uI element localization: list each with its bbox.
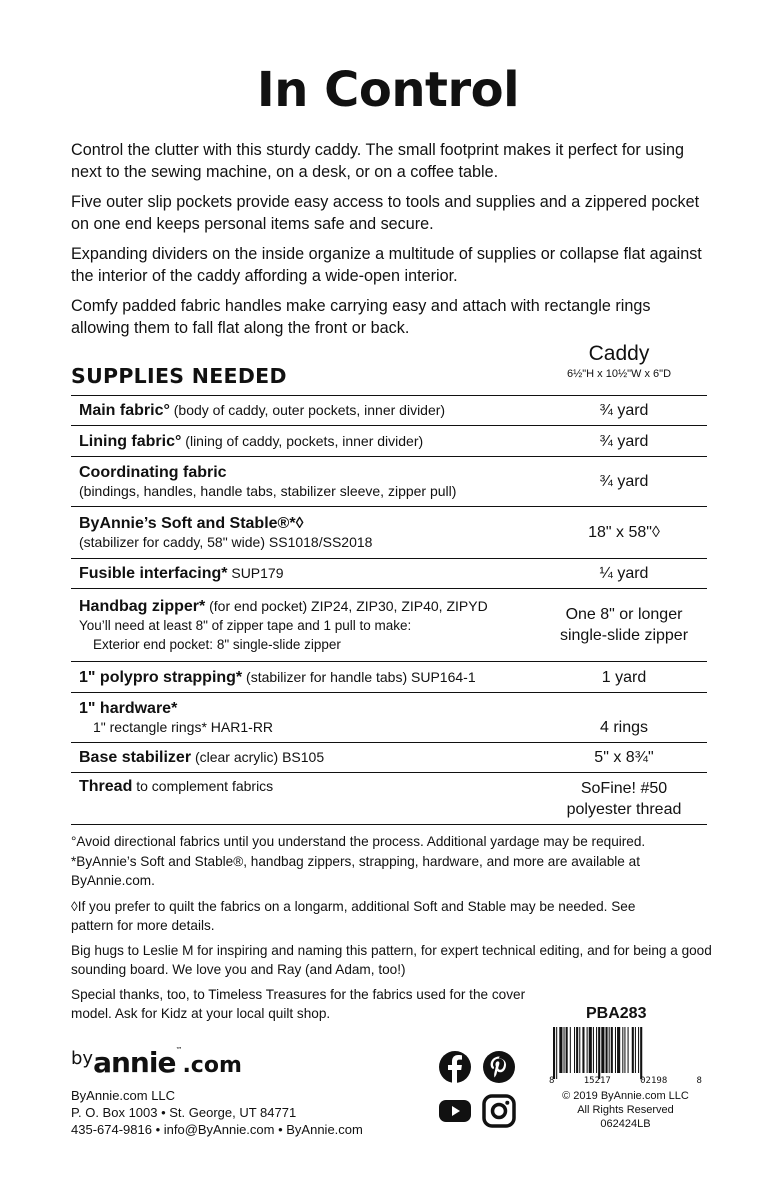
instagram-icon[interactable] — [482, 1094, 516, 1128]
barcode-bar — [596, 1027, 597, 1073]
supply-name: 1" polypro strapping* — [79, 668, 243, 686]
supply-item — [71, 559, 541, 589]
table-row — [71, 559, 707, 589]
supply-item — [71, 396, 541, 426]
supply-name: Handbag zipper* — [79, 597, 206, 615]
supply-name: ByAnnie’s Soft and Stable®*◊ — [79, 514, 304, 532]
barcode-bar — [609, 1027, 610, 1073]
supplies-table — [71, 395, 707, 825]
pattern-sku: PBA283 — [586, 1005, 647, 1022]
barcode-bar — [553, 1027, 555, 1079]
supply-amount: 1 yard — [541, 662, 707, 693]
intro-text — [71, 139, 711, 347]
barcode-bar — [632, 1027, 634, 1073]
table-row — [71, 396, 707, 426]
barcode-bar — [593, 1027, 594, 1073]
barcode-bar — [582, 1027, 584, 1073]
logo-by: by — [71, 1048, 94, 1069]
supply-item — [71, 743, 541, 773]
logo-com: .com — [182, 1053, 242, 1078]
barcode-bar — [635, 1027, 636, 1073]
intro-paragraph: Expanding dividers on the inside organize a multitude of supplies or collapse flat against the interior of the caddy affording a wide-open interior. — [71, 245, 702, 285]
barcode-bar — [624, 1027, 625, 1073]
supplies-heading: SUPPLIES NEEDED — [71, 364, 287, 388]
supply-note: You’ll need at least 8" of zipper tape and 1 pull to make: — [79, 617, 412, 633]
copyright-block — [549, 1089, 702, 1131]
supply-name: Lining fabric° — [79, 432, 182, 450]
barcode-bar — [606, 1027, 608, 1073]
amount-line: polyester thread — [566, 800, 682, 818]
supply-item — [71, 507, 541, 559]
amount-line: One 8" or longer — [565, 606, 683, 623]
footnote: °Avoid directional fabrics until you understand the process. Additional yardage may be required. — [71, 834, 646, 849]
supply-note: Exterior end pocket: 8" single-slide zipper — [93, 636, 341, 652]
supply-detail: SUP179 — [227, 565, 284, 581]
barcode-digit: 8 — [696, 1076, 702, 1086]
barcode-bar — [601, 1027, 604, 1073]
supply-name: Thread — [79, 778, 133, 795]
supply-amount — [541, 589, 707, 662]
address-line: 435-674-9816 • info@ByAnnie.com • ByAnnie.com — [71, 1122, 363, 1137]
caddy-dimensions: 6½"H x 10½"W x 6"D — [566, 368, 672, 380]
barcode-bar — [556, 1027, 557, 1079]
supply-detail: (stabilizer for caddy, 58" wide) SS1018/SS2018 — [79, 533, 373, 550]
page-title: In Control — [256, 62, 520, 118]
supply-name: 1" hardware* — [79, 699, 178, 717]
supply-detail: to complement fabrics — [132, 778, 274, 794]
pinterest-icon[interactable] — [482, 1050, 516, 1084]
barcode-digit: 8 — [549, 1076, 555, 1086]
supply-amount: ¾ yard — [541, 396, 707, 426]
amount-line: SoFine! #50 — [580, 779, 668, 797]
barcode-bar — [628, 1027, 629, 1073]
copyright-line: 062424LB — [600, 1118, 651, 1130]
barcode-bar — [615, 1027, 616, 1073]
supply-amount: ¾ yard — [541, 457, 707, 507]
copyright-line: © 2019 ByAnnie.com LLC — [562, 1090, 689, 1102]
supply-amount: 18" x 58"◊ — [541, 507, 707, 559]
footnote: Big hugs to Leslie M for inspiring and naming this pattern, for expert technical editing, and for being a good sounding board. We love you and Ray (and Adam, too!) — [71, 942, 712, 977]
copyright-line: All Rights Reserved — [577, 1104, 674, 1116]
table-row — [71, 743, 707, 773]
logo-tm: ™ — [175, 1046, 183, 1054]
table-row — [71, 662, 707, 693]
intro-paragraph: Five outer slip pockets provide easy access to tools and supplies and a zippered pocket on one end keeps personal items safe and secure. — [71, 193, 700, 233]
company-address — [71, 1087, 363, 1138]
barcode-bar — [617, 1027, 620, 1073]
supply-detail: (bindings, handles, handle tabs, stabilizer sleeve, zipper pull) — [79, 482, 457, 499]
barcode-bar — [570, 1027, 571, 1073]
logo-annie: annie — [93, 1046, 176, 1079]
supply-name: Main fabric° — [79, 402, 170, 419]
supply-item — [71, 662, 541, 693]
supply-detail: (body of caddy, outer pockets, inner divider) — [169, 402, 446, 418]
intro-paragraph: Comfy padded fabric handles make carrying easy and attach with rectangle rings allowing them to fall flat along the front or back. — [71, 297, 651, 337]
table-row — [71, 457, 707, 507]
supply-amount: 5" x 8¾" — [541, 743, 707, 773]
supply-amount: 4 rings — [541, 693, 707, 743]
barcode-bar — [579, 1027, 580, 1073]
barcode-bar — [622, 1027, 623, 1073]
address-line: ByAnnie.com LLC — [71, 1088, 176, 1103]
table-row — [71, 773, 707, 825]
facebook-icon[interactable] — [438, 1050, 472, 1084]
table-row — [71, 589, 707, 662]
footnote: ◊If you prefer to quilt the fabrics on a longarm, additional Soft and Stable may be needed. See pattern for more details. — [71, 898, 636, 933]
barcode-bar — [640, 1027, 642, 1079]
supply-name: Coordinating fabric — [79, 463, 227, 481]
barcode-digits — [549, 1076, 702, 1086]
barcode-bar — [564, 1027, 565, 1073]
barcode-bar — [576, 1027, 578, 1073]
supply-item — [71, 426, 541, 457]
table-row — [71, 693, 707, 743]
supply-detail: (stabilizer for handle tabs) SUP164-1 — [242, 668, 476, 685]
barcode-bar — [566, 1027, 568, 1073]
supply-name: Fusible interfacing* — [79, 565, 228, 582]
supply-item — [71, 589, 541, 662]
byannie-logo — [71, 1046, 242, 1079]
supply-item — [71, 773, 541, 825]
supply-detail: (lining of caddy, pockets, inner divider) — [181, 432, 424, 449]
supply-item — [71, 693, 541, 743]
barcode-bar — [598, 1027, 600, 1079]
supply-detail: (for end pocket) ZIP24, ZIP30, ZIP40, ZIPYD — [205, 597, 488, 614]
barcode-digit: 02198 — [640, 1076, 668, 1086]
barcode-bar — [574, 1027, 575, 1073]
supply-amount: ¾ yard — [541, 426, 707, 457]
barcode-bar — [611, 1027, 613, 1073]
supply-amount: ¼ yard — [541, 559, 707, 589]
barcode-digit: 15217 — [583, 1076, 611, 1086]
barcode-bar — [559, 1027, 562, 1073]
social-icons — [438, 1050, 520, 1130]
intro-paragraph: Control the clutter with this sturdy caddy. The small footprint makes it perfect for using next to the sewing machine, on a desk, or on a coffee table. — [71, 141, 684, 181]
footnote: *ByAnnie’s Soft and Stable®, handbag zippers, strapping, hardware, and more are available at ByAnnie.com. — [71, 853, 640, 888]
youtube-icon[interactable] — [438, 1094, 472, 1128]
supply-name: Base stabilizer — [79, 749, 192, 766]
footnote: Special thanks, too, to Timeless Treasures for the fabrics used for the cover model. Ask for Kidz at your local quilt shop. — [71, 986, 526, 1021]
supply-item — [71, 457, 541, 507]
table-row — [71, 426, 707, 457]
supply-detail: 1" rectangle rings* HAR1-RR — [93, 718, 274, 735]
address-line: P. O. Box 1003 • St. George, UT 84771 — [71, 1105, 297, 1120]
barcode-bar — [589, 1027, 592, 1073]
supply-detail: (clear acrylic) BS105 — [191, 749, 325, 765]
barcode-bar — [638, 1027, 639, 1073]
caddy-column-header — [536, 342, 702, 380]
barcode-bar — [587, 1027, 588, 1073]
supply-amount — [541, 773, 707, 825]
amount-line: single-slide zipper — [559, 627, 689, 644]
caddy-title: Caddy — [588, 342, 650, 365]
footnotes — [71, 832, 721, 1029]
table-row — [71, 507, 707, 559]
